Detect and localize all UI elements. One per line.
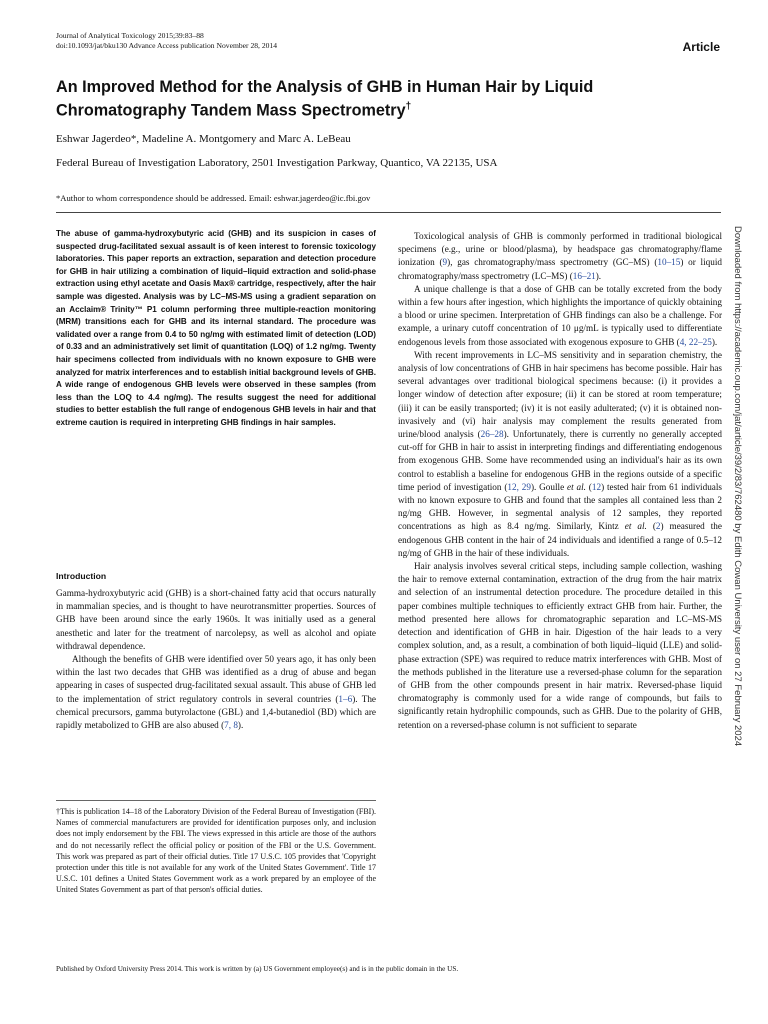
right-paragraph-3: With recent improvements in LC–MS sensitivity and in separation chemistry, the analysis of low concentrations of GHB in hair specimens has become possible. Hair has several advantages over traditional biological specimens because: (i) it provides a longer window of detection after exposure; (ii) it can be stored at room temperature; (iii) it can be easily transported; (iv) it is not easily adulterated; (v) it is obtained non-invasively and (vi) hair analysis may complement the results generated from urine/blood analysis (26–28). Unfortunately, there is currently no generally accepted cut-off for GHB in hair to assist in interpreting findings and differentiating endogenous from exogenous GHB. Some have recommended using an individual's hair as its own control to establish a baseline for endogenous GHB in the regions outside of a specific time period of investigation (12, 29). Goulle et al. (12) tested hair from 61 individuals with no known exposure to GHB and found that the samples all contained less than 2 ng/mg GHB. However, in segmental analysis of 12 samples, they reported concentrations as high as 8.4 ng/mg. Similarly, Kintz et al. (2) measured the endogenous GHB content in the hair of 24 individuals and identified a range of 0.5–12 ng/mg of GHB in the hair of these individuals.	[398, 349, 722, 558]
author-affiliation: Federal Bureau of Investigation Laboratory, 2501 Investigation Parkway, Quantico, VA 22135, USA	[56, 157, 498, 169]
introduction-heading: Introduction	[56, 571, 107, 581]
intro-paragraph-1: Gamma-hydroxybutyric acid (GHB) is a short-chained fatty acid that occurs naturally in mammalian species, and is thought to have neurotransmitter properties. Sources of GHB have been around since the early 1960s. It was initially used as a general anesthetic and later for the treatment of narcolepsy, as well as alcohol and opiate withdrawal dependence.	[56, 588, 376, 651]
download-watermark	[731, 226, 743, 1024]
footnote-divider	[56, 800, 376, 801]
article-type-label: Article	[682, 40, 720, 54]
reference-link[interactable]: 4, 22–25	[679, 336, 712, 347]
title-footnote: †This is publication 14–18 of the Laboratory Division of the Federal Bureau of Investigation (FBI). Names of commercial manufacturers are provided for identification purposes only, and inclusion does not imply endorsement by the FBI. The views expressed in this article are those of the authors and do not necessarily reflect the official policy or position of the FBI or the U.S. Government. This work was prepared as part of their official duties. Title 17 U.S.C. 105 provides that 'Copyright protection under this title is not available for any work of the United States Government'. Title 17 U.S.C. 101 defines a United States Government work as a work prepared by an employee of the United States Government as part of that person's official duties.	[56, 807, 376, 895]
introduction-body	[56, 587, 376, 732]
title-footnote-mark: †	[405, 101, 412, 112]
intro-paragraph-2: Although the benefits of GHB were identified over 50 years ago, it has only been within the last two decades that GHB was identified as a drug of abuse and began appearing in cases of suspected drug-facilitated sexual assault. This abuse of GHB led to the implementation of strict regulatory controls in several countries (1–6). The chemical precursors, gamma butyrolactone (GBL) and 1,4-butanediol (BD) which are rapidly metabolized to GHB are also abused (7, 8).	[56, 654, 376, 731]
right-paragraph-2: A unique challenge is that a dose of GHB can be totally excreted from the body within a few hours after ingestion, which highlights the importance of quickly obtaining a blood or urine specimen. Interpretation of GHB findings can also be a challenge. For example, a urinary cutoff concentration of 10 μg/mL is typically used to differentiate endogenous levels from those associated with exogenous exposure to GHB (4, 22–25).	[398, 283, 722, 347]
correspondence-note: *Author to whom correspondence should be addressed. Email: eshwar.jagerdeo@ic.fbi.gov	[56, 193, 371, 203]
doi-line: doi:10.1093/jat/bku130 Advance Access publication November 28, 2014	[56, 41, 278, 50]
reference-link[interactable]: 16–21	[572, 270, 596, 281]
right-paragraph-4: Hair analysis involves several critical steps, including sample collection, washing the hair to remove external contamination, extraction of the drug from the hair matrix and selection of an instrumental detection procedure. The procedure detailed in this paper combines multiple techniques to efficiently extract GHB from hair. Further, the method presented here allows for chromatographic separation and LC–MS-MS detection and identification of GHB in hair. Digestion of the hair leads to a very complex solution, and, as a result, a combination of both liquid–liquid (LLE) and solid-phase extraction (SPE) was required to reduce matrix interferences with GHB. Most of the methods published in the literature use a reversed-phase column for the separation of GHB from the other compounds present in hair matrix. Reversed-phase liquid chromatography is commonly used for a wide range of compounds, but fails to significantly retain hydrophilic compounds, such as GHB. Due to the polarity of GHB, retention on a reversed-phase column is not sufficient to separate	[398, 561, 722, 730]
header-divider	[56, 212, 721, 213]
reference-link[interactable]: 10–15	[657, 257, 681, 268]
reference-link[interactable]: 2	[655, 521, 661, 532]
right-paragraph-1: Toxicological analysis of GHB is commonly performed in traditional biological specimens (e.g., urine or blood/plasma), by headspace gas chromatography/flame ionization (9), gas chromatography/mass spectrometry (GC–MS) (10–15) or liquid chromatography/mass spectrometry (LC–MS) (16–21).	[398, 231, 722, 281]
author-list: Eshwar Jagerdeo*, Madeline A. Montgomery and Marc A. LeBeau	[56, 133, 351, 145]
abstract: The abuse of gamma-hydroxybutyric acid (GHB) and its suspicion in cases of suspected drug-facilitated sexual assault is of keen interest to forensic toxicology laboratories. This paper reports an extraction, separation and detection procedure for GHB in hair utilizing a combination of liquid–liquid extraction and solid-phase extraction using ethyl acetate and Oasis Max® cartridge, respectively, after the hair sample was digested. Analysis was by LC–MS-MS using a gradient separation on an Acclaim® Trinity™ P1 column performing three multiple-reaction monitoring (MRM) transitions each for GHB and its internal standard. The procedure was validated over a range from 0.4 to 50 ng/mg with estimated limit of detection (LOD) of 0.33 and an administratively set limit of quantitation (LOQ) of 1.2 ng/mg. Twenty hair specimens collected from individuals with no known exposure to GHB were analyzed for matrix interferences and to establish initial background levels of GHB. A wide range of endogenous GHB levels were observed in these samples (from less than the LOQ to 4.4 ng/mg). The results suggest the need for additional studies to better establish the full range of endogenous GHB levels in hair and that extreme caution is required in interpreting GHB findings in hair samples.	[56, 229, 376, 427]
reference-link[interactable]: 12	[591, 481, 602, 492]
reference-link[interactable]: 9	[442, 257, 448, 268]
article-title-text: An Improved Method for the Analysis of GHB in Human Hair by Liquid Chromatography Tandem Mass Spectrometry	[56, 78, 594, 120]
journal-citation: Journal of Analytical Toxicology 2015;39:83–88	[56, 31, 204, 40]
reference-link[interactable]: 26–28	[480, 429, 504, 440]
publisher-statement: Published by Oxford University Press 2014. This work is written by (a) US Government employee(s) and is in the public domain in the US.	[56, 965, 459, 973]
journal-meta	[56, 31, 277, 51]
reference-link[interactable]: 7, 8	[224, 720, 238, 731]
right-column-body	[398, 230, 722, 732]
reference-link[interactable]: 1–6	[338, 693, 353, 704]
article-title	[56, 78, 696, 120]
reference-link[interactable]: 12, 29	[507, 481, 531, 492]
download-watermark-text: Downloaded from https://academic.oup.com/jat/article/39/2/83/762480 by Edith Cowan University user on 27 February 2024	[732, 226, 743, 747]
